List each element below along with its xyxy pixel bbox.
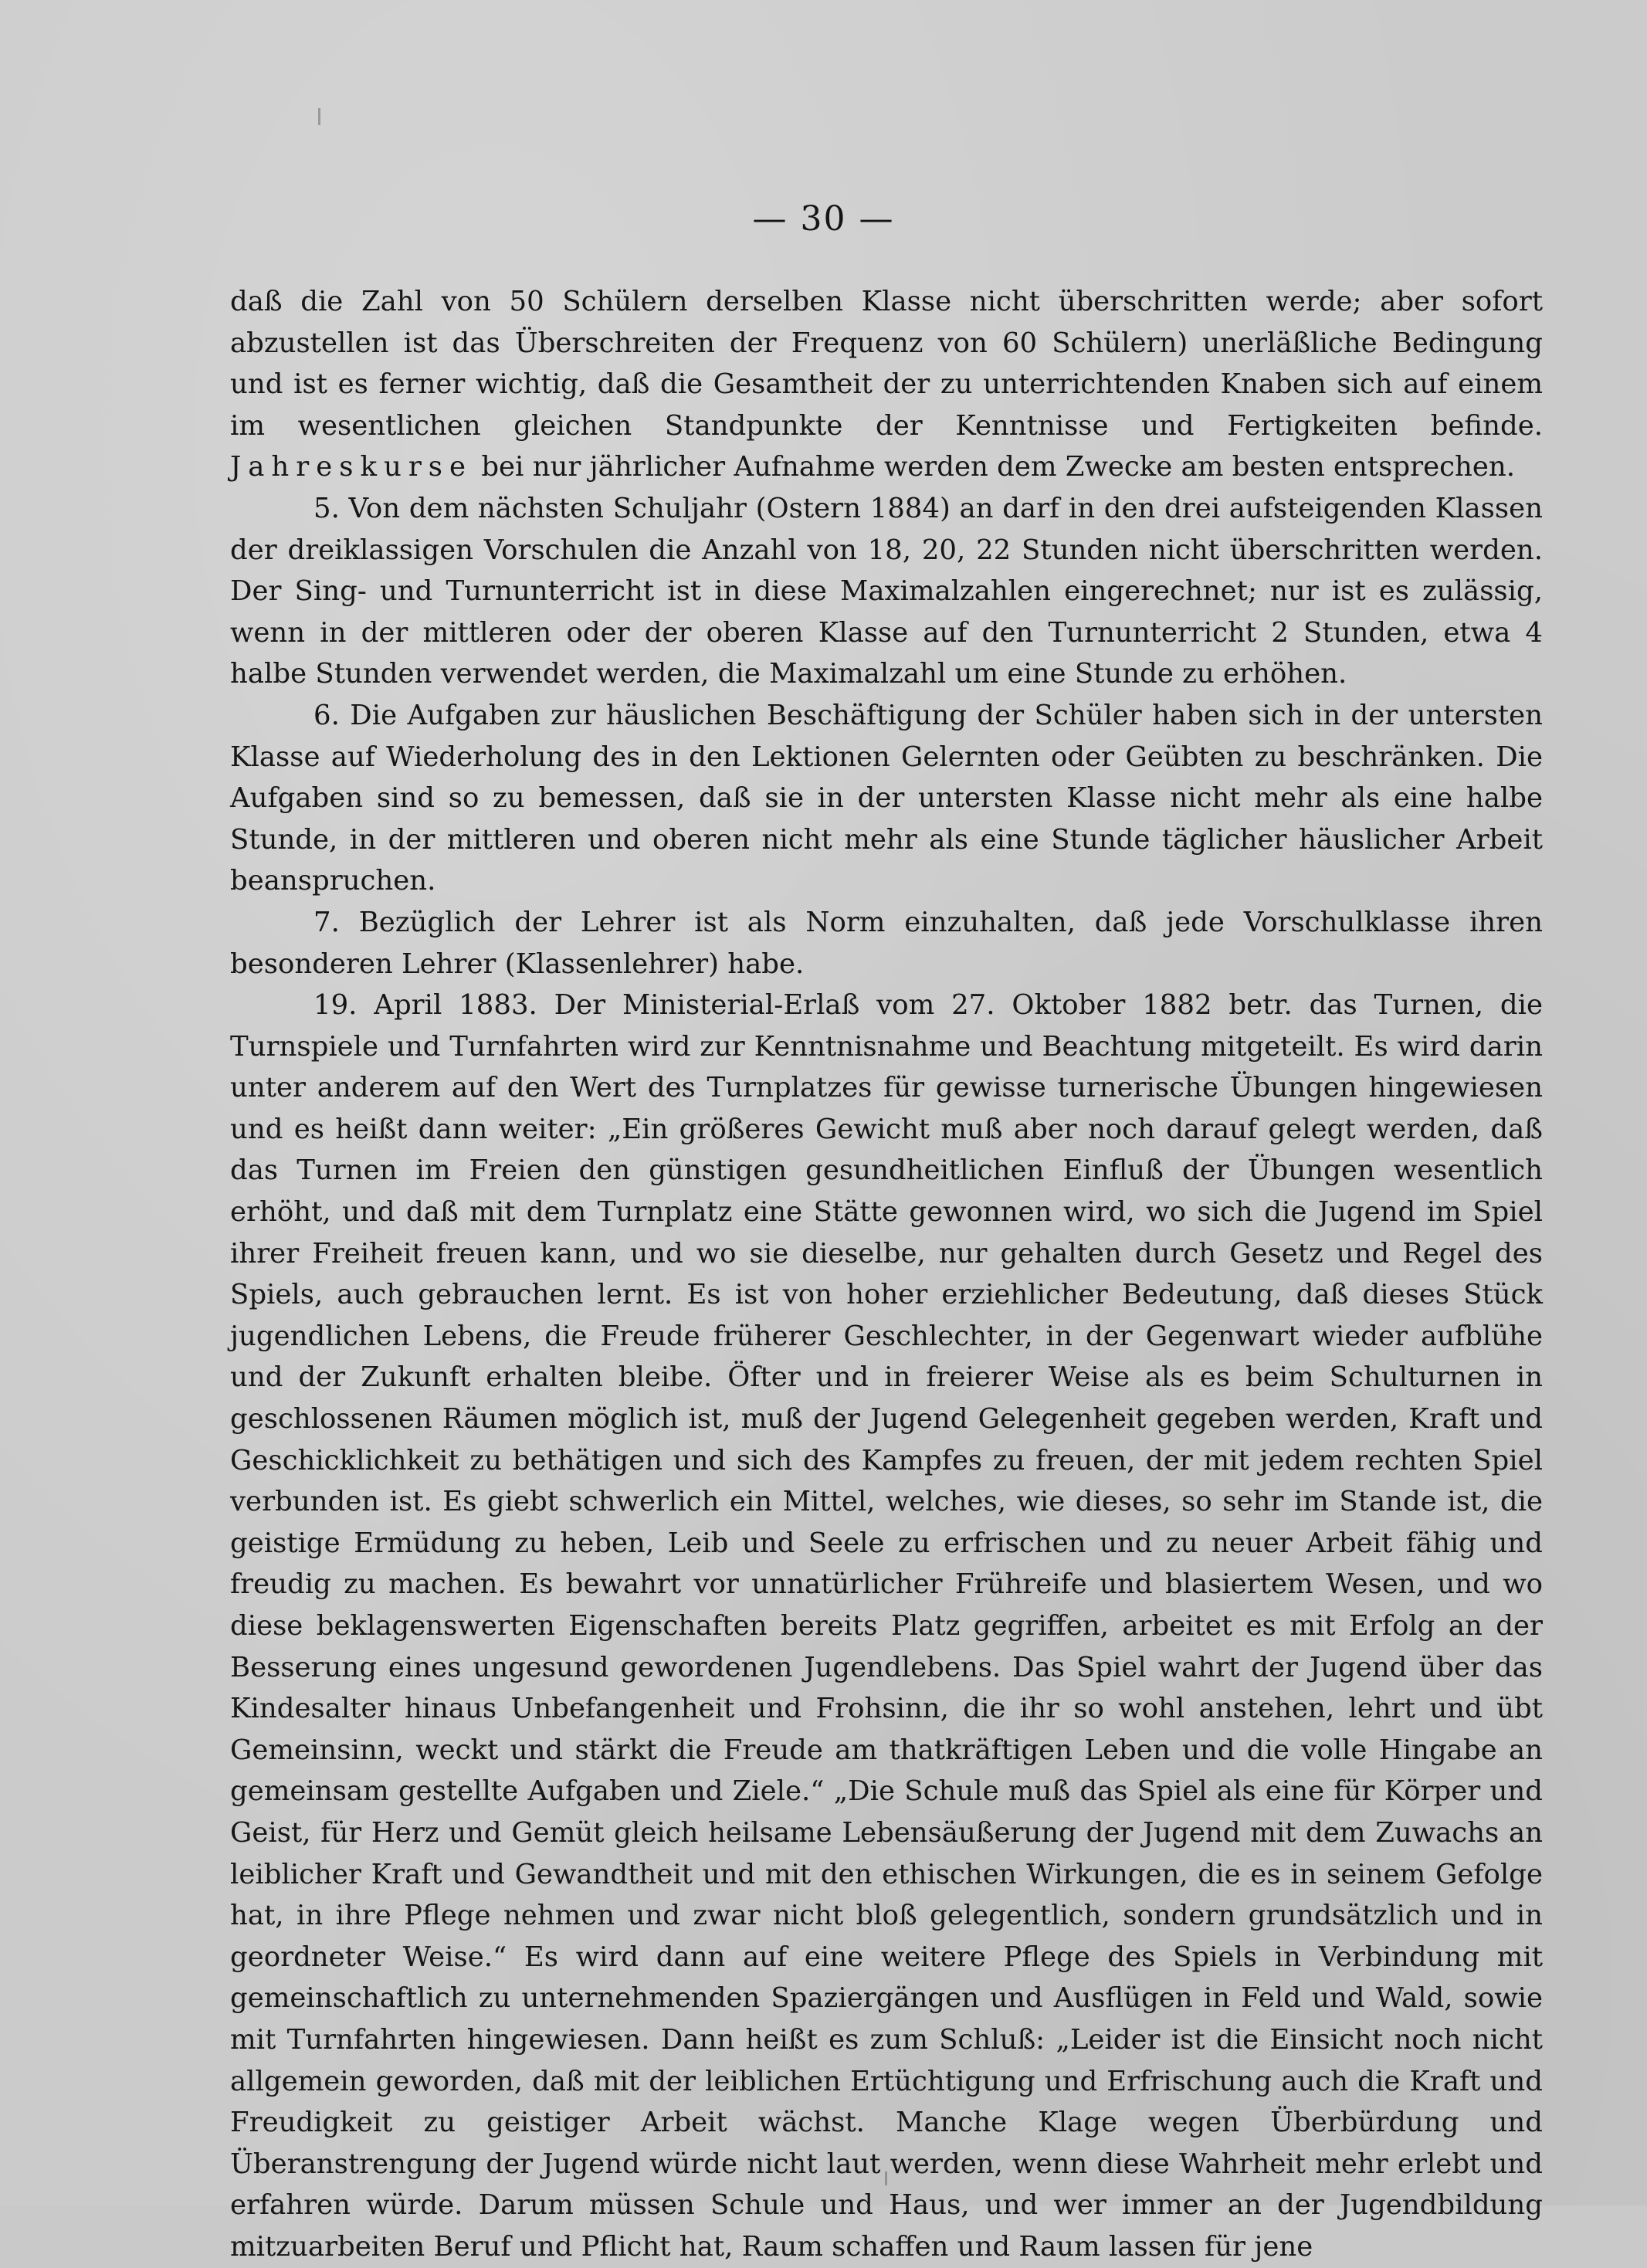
scan-speck (318, 108, 320, 125)
paragraph-item-6: 6. Die Aufgaben zur häuslichen Beschäftigung der Schüler haben sich in der untersten Klasse auf Wiederholung des in den Lektionen Gelernten oder Geübten zu beschränken. Die Aufgaben sind so zu bemessen, daß sie in der untersten Klasse nicht mehr als eine halbe Stunde, in der mittleren und oberen nicht mehr als eine Stunde täglicher häuslicher Arbeit beanspruchen. (230, 699, 1543, 897)
intro-text-start: daß die Zahl von 50 Schülern derselben Klasse nicht überschritten werde; aber sofort abzustellen ist das Überschreiten der Frequenz von 60 Schülern) unerläßliche Bedingung und ist es ferner wichtig, daß die Gesamtheit der zu unterrichtenden Knaben sich auf einem im wesentlichen gleichen Standpunkte der Kenntnisse und Fertigkeiten befinde. (230, 286, 1543, 442)
paragraph-decree-19-april-1883: 19. April 1883. Der Ministerial-Erlaß vom 27. Oktober 1882 betr. das Turnen, die Turnspiele und Turnfahrten wird zur Kenntnisnahme und Beachtung mitgeteilt. Es wird darin unter anderem auf den Wert des Turnplatzes für gewisse turnerische Übungen hingewiesen und es heißt dann weiter: „Ein größeres Gewicht muß aber noch darauf gelegt werden, daß das Turnen im Freien den günstigen gesundheitlichen Einfluß der Übungen wesentlich erhöht, und daß mit dem Turnplatz eine Stätte gewonnen wird, wo sich die Jugend im Spiel ihrer Freiheit freuen kann, und wo sie dieselbe, nur gehalten durch Gesetz und Regel des Spiels, auch gebrauchen lernt. Es ist von hoher erziehlicher Bedeutung, daß dieses Stück jugendlichen Lebens, die Freude früherer Geschlechter, in der Gegenwart wieder aufblühe und der Zukunft erhalten bleibe. Öfter und in freierer Weise als es beim Schulturnen in geschlossenen Räumen möglich ist, muß der Jugend Gelegenheit gegeben werden, Kraft und Geschicklichkeit zu bethätigen und sich des Kampfes zu freuen, der mit jedem rechten Spiel verbunden ist. Es giebt schwerlich ein Mittel, welches, wie dieses, so sehr im Stande ist, die geistige Ermüdung zu heben, Leib und Seele zu erfrischen und zu neuer Arbeit fähig und freudig zu machen. Es bewahrt vor unnatürlicher Frühreife und blasiertem Wesen, und wo diese beklagenswerten Eigenschaften bereits Platz gegriffen, arbeitet es mit Erfolg an der Besserung eines ungesund gewordenen Jugendlebens. Das Spiel wahrt der Jugend über das Kindesalter hinaus Unbefangenheit und Frohsinn, die ihr so wohl anstehen, lehrt und übt Gemeinsinn, weckt und stärkt die Freude am thatkräftigen Leben und die volle Hingabe an gemeinsam gestellte Aufgaben und Ziele.“ „Die Schule muß das Spiel als eine für Körper und Geist, für Herz und Gemüt gleich heilsame Lebensäußerung der Jugend mit dem Zuwachs an leiblicher Kraft und Gewandtheit und mit den ethischen Wirkungen, die es in seinem Gefolge hat, in ihre Pflege nehmen und zwar nicht bloß gelegentlich, sondern grundsätzlich und in geordneter Weise.“ Es wird dann auf eine weitere Pflege des Spiels in Verbindung mit gemeinschaftlich zu unternehmenden Spaziergängen und Ausflügen in Feld und Wald, sowie mit Turnfahrten hingewiesen. Dann heißt es zum Schluß: „Leider ist die Einsicht noch nicht allgemein geworden, daß mit der leiblichen Ertüchtigung und Erfrischung auch die Kraft und Freudigkeit zu geistiger Arbeit wächst. Manche Klage wegen Überbürdung und Überanstrengung der Jugend würde nicht laut werden, wenn diese Wahrheit mehr erlebt und erfahren würde. Darum müssen Schule und Haus, und wer immer an der Jugendbildung mitzuarbeiten Beruf und Pflicht hat, Raum schaffen und Raum lassen für jene (230, 989, 1543, 2263)
emphasized-term: Jahreskurse (230, 451, 473, 483)
paragraph-item-7: 7. Bezüglich der Lehrer ist als Norm einzuhalten, daß jede Vorschulklasse ihren besonderen Lehrer (Klassenlehrer) habe. (230, 906, 1543, 980)
paragraph-intro (230, 281, 1543, 488)
body-text (230, 281, 1543, 2268)
intro-text-end: bei nur jährlicher Aufnahme werden dem Zwecke am besten entsprechen. (473, 451, 1516, 483)
paragraph-item-5: 5. Von dem nächsten Schuljahr (Ostern 1884) an darf in den drei aufsteigenden Klassen der dreiklassigen Vorschulen die Anzahl von 18, 20, 22 Stunden nicht überschritten werden. Der Sing- und Turnunterricht ist in diese Maximalzahlen eingerechnet; nur ist es zulässig, wenn in der mittleren oder der oberen Klasse auf den Turnunterricht 2 Stunden, etwa 4 halbe Stunden verwendet werden, die Maximalzahl um eine Stunde zu erhöhen. (230, 492, 1543, 690)
page-number: — 30 — (752, 199, 895, 239)
